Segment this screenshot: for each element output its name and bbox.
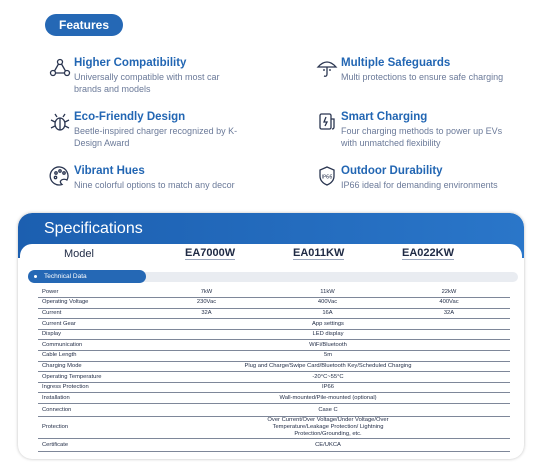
row-value: 16A xyxy=(267,308,388,319)
svg-text:IP66: IP66 xyxy=(321,174,333,181)
table-row xyxy=(38,417,510,439)
table-row xyxy=(38,319,510,330)
feature-title: Multiple Safeguards xyxy=(341,57,451,69)
table-row xyxy=(38,382,510,393)
row-value: App settings xyxy=(146,319,510,330)
row-value: WiFi/Bluetooth xyxy=(146,340,510,351)
row-label: Certificate xyxy=(38,439,146,452)
features-header-pill: Features xyxy=(45,14,123,36)
row-value: CE/UKCA xyxy=(146,439,510,452)
row-label: Operating Voltage xyxy=(38,298,146,309)
table-row xyxy=(38,340,510,351)
row-label: Ingress Protection xyxy=(38,382,146,393)
row-value: Over Current/Over Voltage/Under Voltage/Over Temperature/Leakage Protection/ Lightning Protection/Grounding, etc. xyxy=(146,417,510,439)
bullet-dot xyxy=(34,275,37,278)
specifications-body xyxy=(20,244,522,457)
beetle-icon xyxy=(49,111,71,133)
smart-charging-icon xyxy=(316,111,338,133)
row-value: Plug and Charge/Swipe Card/Bluetooth Key/Scheduled Charging xyxy=(146,361,510,372)
row-value: Case C xyxy=(146,404,510,417)
model-name: EA011KW xyxy=(293,247,345,259)
model-name: EA022KW xyxy=(402,247,454,259)
feature-title: Outdoor Durability xyxy=(341,165,443,177)
row-label: Display xyxy=(38,329,146,340)
table-row xyxy=(38,372,510,383)
feature-desc: Beetle-inspired charger recognized by K-Design Award xyxy=(74,126,238,148)
technical-data-pill xyxy=(28,270,146,283)
row-value: 400Vac xyxy=(267,298,388,309)
row-value: 7kW xyxy=(146,287,267,298)
row-label: Cable Length xyxy=(38,351,146,362)
table-row xyxy=(38,287,510,298)
feature-title: Eco-Friendly Design xyxy=(74,111,186,123)
table-row xyxy=(38,361,510,372)
feature-desc: Multi protections to ensure safe charging xyxy=(341,72,504,82)
model-row xyxy=(20,244,522,270)
table-row xyxy=(38,404,510,417)
table-row xyxy=(38,329,510,340)
row-value: 32A xyxy=(146,308,267,319)
row-label: Operating Temperature xyxy=(38,372,146,383)
specifications-card xyxy=(18,213,524,459)
umbrella-shield-icon xyxy=(316,57,338,79)
row-value: Wall-mounted/Pile-mounted (optional) xyxy=(146,393,510,404)
specifications-title: Specifications xyxy=(44,220,143,237)
row-label: Protection xyxy=(38,417,146,439)
table-row xyxy=(38,439,510,452)
row-value: 5m xyxy=(146,351,510,362)
row-value: 230Vac xyxy=(146,298,267,309)
spec-table xyxy=(38,287,510,452)
feature-title: Smart Charging xyxy=(341,111,428,123)
row-label: Connection xyxy=(38,404,146,417)
feature-title: Vibrant Hues xyxy=(74,165,145,177)
row-value: 400Vac xyxy=(388,298,510,309)
row-value: 22kW xyxy=(388,287,510,298)
feature-desc: Nine colorful options to match any decor xyxy=(74,180,235,190)
row-label: Current Gear xyxy=(38,319,146,330)
feature-title: Higher Compatibility xyxy=(74,57,187,69)
row-label: Power xyxy=(38,287,146,298)
table-row xyxy=(38,298,510,309)
ip66-shield-icon xyxy=(316,165,338,187)
row-label: Installation xyxy=(38,393,146,404)
feature-desc: Four charging methods to power up EVs with unmatched flexibility xyxy=(341,126,503,148)
table-row xyxy=(38,393,510,404)
row-value: IP66 xyxy=(146,382,510,393)
row-label: Communication xyxy=(38,340,146,351)
row-value: -20°C~55°C xyxy=(146,372,510,383)
table-row xyxy=(38,308,510,319)
row-value: LED display xyxy=(146,329,510,340)
row-label: Current xyxy=(38,308,146,319)
feature-desc: IP66 ideal for demanding environments xyxy=(341,180,498,190)
model-label: Model xyxy=(64,248,94,260)
network-nodes-icon xyxy=(49,57,71,79)
technical-data-label: Technical Data xyxy=(44,273,87,280)
row-label: Charging Mode xyxy=(38,361,146,372)
row-value: 11kW xyxy=(267,287,388,298)
palette-icon xyxy=(49,165,71,187)
model-name: EA7000W xyxy=(185,247,236,259)
row-value: 32A xyxy=(388,308,510,319)
table-row xyxy=(38,351,510,362)
feature-desc: Universally compatible with most car brands and models xyxy=(74,72,220,94)
